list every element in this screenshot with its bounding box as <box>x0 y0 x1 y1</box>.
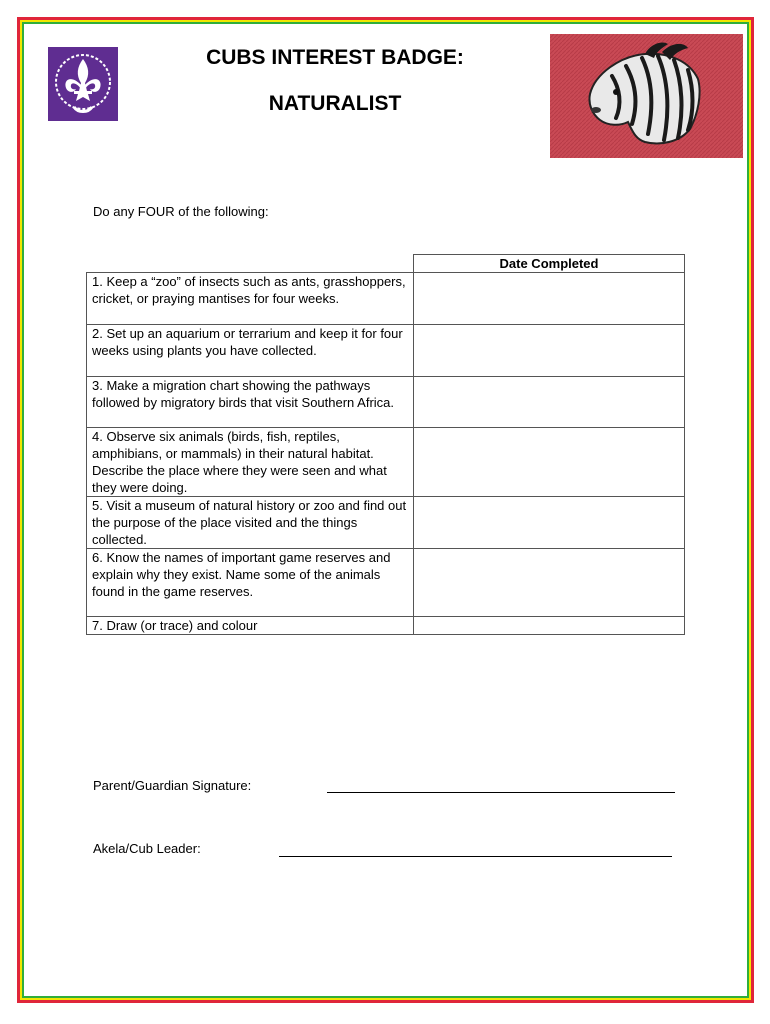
parent-signature-label: Parent/Guardian Signature: <box>93 778 252 793</box>
table-row <box>87 617 685 635</box>
requirement-text: 1. Keep a “zoo” of insects such as ants, grasshoppers, cricket, or praying mantises for four weeks. <box>87 273 414 325</box>
date-cell[interactable] <box>414 325 685 377</box>
date-cell[interactable] <box>414 617 685 635</box>
instruction-text: Do any FOUR of the following: <box>93 204 269 219</box>
requirement-text: 7. Draw (or trace) and colour <box>87 617 414 635</box>
date-cell[interactable] <box>414 497 685 549</box>
leader-signature-label: Akela/Cub Leader: <box>93 841 201 856</box>
parent-signature-line[interactable] <box>327 792 675 793</box>
table-row <box>87 428 685 497</box>
page-title-line2: NATURALIST <box>268 92 402 115</box>
requirement-text: 2. Set up an aquarium or terrarium and keep it for four weeks using plants you have collected. <box>87 325 414 377</box>
leader-signature-line[interactable] <box>279 856 672 857</box>
date-cell[interactable] <box>414 428 685 497</box>
requirement-text: 5. Visit a museum of natural history or zoo and find out the purpose of the place visited and the things collected. <box>87 497 414 549</box>
requirements-table <box>86 254 685 635</box>
zebra-head-icon <box>550 34 743 158</box>
requirement-text: 4. Observe six animals (birds, fish, reptiles, amphibians, or mammals) in their natural habitat. Describe the place where they were seen and what they were doing. <box>87 428 414 497</box>
table-row <box>87 273 685 325</box>
page-title-line1: CUBS INTEREST BADGE: <box>206 46 464 69</box>
table-header-blank <box>87 255 414 273</box>
date-completed-header: Date Completed <box>414 255 685 273</box>
fleur-de-lis-icon <box>48 47 118 121</box>
date-cell[interactable] <box>414 377 685 428</box>
requirement-text: 6. Know the names of important game reserves and explain why they exist. Name some of the animals found in the game reserves. <box>87 549 414 617</box>
date-cell[interactable] <box>414 549 685 617</box>
table-row <box>87 549 685 617</box>
table-row <box>87 377 685 428</box>
table-row <box>87 325 685 377</box>
requirement-text: 3. Make a migration chart showing the pathways followed by migratory birds that visit Southern Africa. <box>87 377 414 428</box>
table-header-row <box>87 255 685 273</box>
date-cell[interactable] <box>414 273 685 325</box>
table-row <box>87 497 685 549</box>
